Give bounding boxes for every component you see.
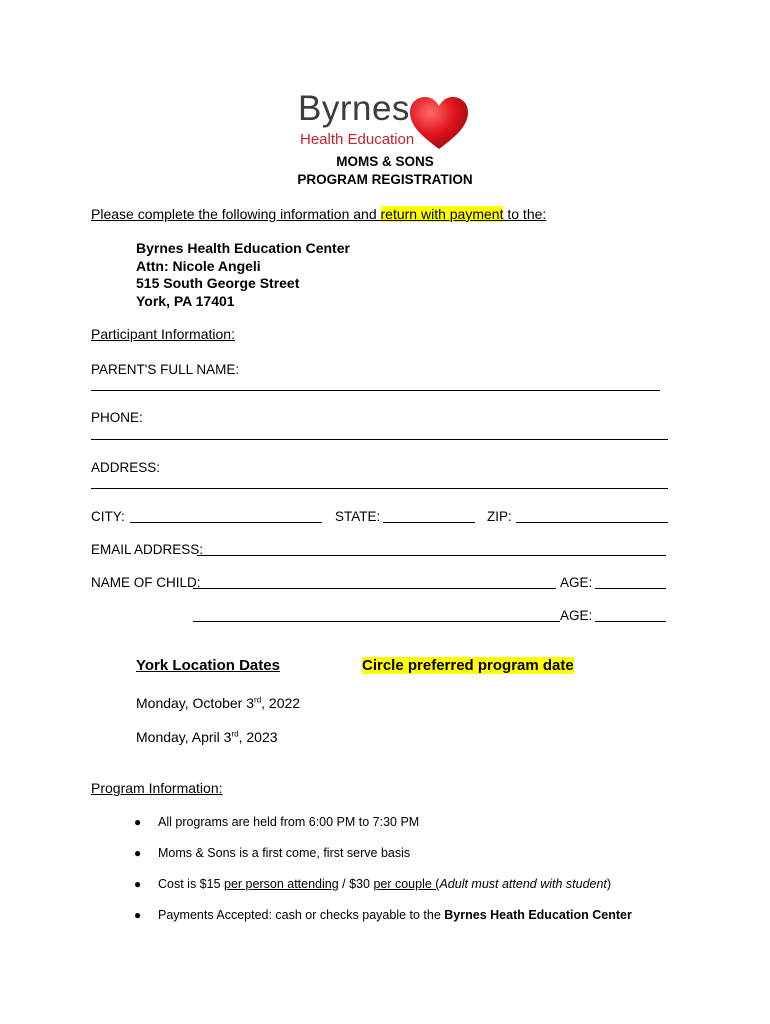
- parent-name-field[interactable]: [91, 390, 660, 391]
- logo-subtitle: Health Education: [300, 131, 415, 148]
- program-bullet-1: All programs are held from 6:00 PM to 7:30 PM: [158, 815, 420, 829]
- cost-text-f: ): [606, 877, 612, 891]
- program-bullet-4: [158, 908, 632, 922]
- bullet-dot-4: ●: [134, 908, 142, 922]
- heart-icon: [408, 95, 470, 151]
- state-field[interactable]: [383, 522, 475, 523]
- bullet-dot-2: ●: [134, 846, 142, 860]
- phone-field[interactable]: [91, 439, 668, 440]
- cost-text-a: Cost is $15: [158, 877, 225, 891]
- age-label-2: AGE:: [560, 608, 593, 623]
- participant-heading: Participant Information:: [91, 326, 235, 342]
- intro-text: [91, 206, 546, 222]
- city-label: CITY:: [91, 509, 125, 524]
- cost-text-d: per couple (: [373, 877, 440, 891]
- program-heading: Program Information:: [91, 780, 223, 796]
- state-label: STATE:: [335, 509, 381, 524]
- cost-text-c: / $30: [338, 877, 374, 891]
- address-line-3: 515 South George Street: [136, 275, 300, 291]
- bullet-dot-1: ●: [134, 815, 142, 829]
- byrnes-logo: [296, 89, 476, 157]
- cost-text-b: per person attending: [224, 877, 339, 891]
- logo-name: Byrnes: [298, 89, 410, 128]
- age-label-1: AGE:: [560, 575, 593, 590]
- phone-label: PHONE:: [91, 410, 143, 425]
- child-name-field-1[interactable]: [193, 588, 556, 589]
- date2-suffix: , 2023: [238, 729, 278, 745]
- bullet-dot-3: ●: [134, 877, 142, 891]
- intro-after: to the:: [503, 206, 547, 222]
- child-name-field-2[interactable]: [193, 621, 560, 622]
- address-field[interactable]: [91, 488, 668, 489]
- date-option-2[interactable]: [136, 729, 278, 745]
- zip-field[interactable]: [516, 522, 668, 523]
- title-line-1: MOMS & SONS: [336, 154, 434, 169]
- zip-label: ZIP:: [487, 509, 512, 524]
- payment-text-a: Payments Accepted: cash or checks payable to the: [158, 908, 445, 922]
- email-label: EMAIL ADDRESS:: [91, 542, 204, 557]
- intro-highlight: return with payment: [380, 206, 504, 222]
- address-line-4: York, PA 17401: [136, 292, 235, 309]
- child-name-label: NAME OF CHILD:: [91, 575, 201, 590]
- address-label: ADDRESS:: [91, 460, 161, 475]
- address-line-1: Byrnes Health Education Center: [136, 240, 350, 256]
- circle-note: Circle preferred program date: [362, 657, 574, 674]
- date2-prefix: Monday, April 3: [136, 729, 232, 745]
- title-line-2: PROGRAM REGISTRATION: [297, 172, 473, 187]
- date1-sup: rd: [254, 695, 262, 705]
- parent-name-label: PARENT'S FULL NAME:: [91, 362, 240, 377]
- date1-prefix: Monday, October 3: [136, 695, 255, 711]
- mailing-address: [136, 240, 350, 310]
- payment-text-b: Byrnes Heath Education Center: [444, 908, 632, 922]
- dates-heading: York Location Dates: [136, 657, 280, 674]
- program-bullet-2: Moms & Sons is a first come, first serve basis: [158, 846, 411, 860]
- cost-text-e: Adult must attend with student: [439, 877, 607, 891]
- email-field[interactable]: [197, 555, 666, 556]
- date2-sup: rd: [231, 729, 239, 739]
- intro-before: Please complete the following information and: [91, 206, 381, 222]
- age-field-2[interactable]: [595, 621, 666, 622]
- address-line-2: Attn: Nicole Angeli: [136, 257, 261, 274]
- program-bullet-3: [158, 877, 611, 891]
- date-option-1[interactable]: [136, 695, 300, 711]
- city-field[interactable]: [130, 522, 322, 523]
- age-field-1[interactable]: [595, 588, 666, 589]
- date1-suffix: , 2022: [261, 695, 301, 711]
